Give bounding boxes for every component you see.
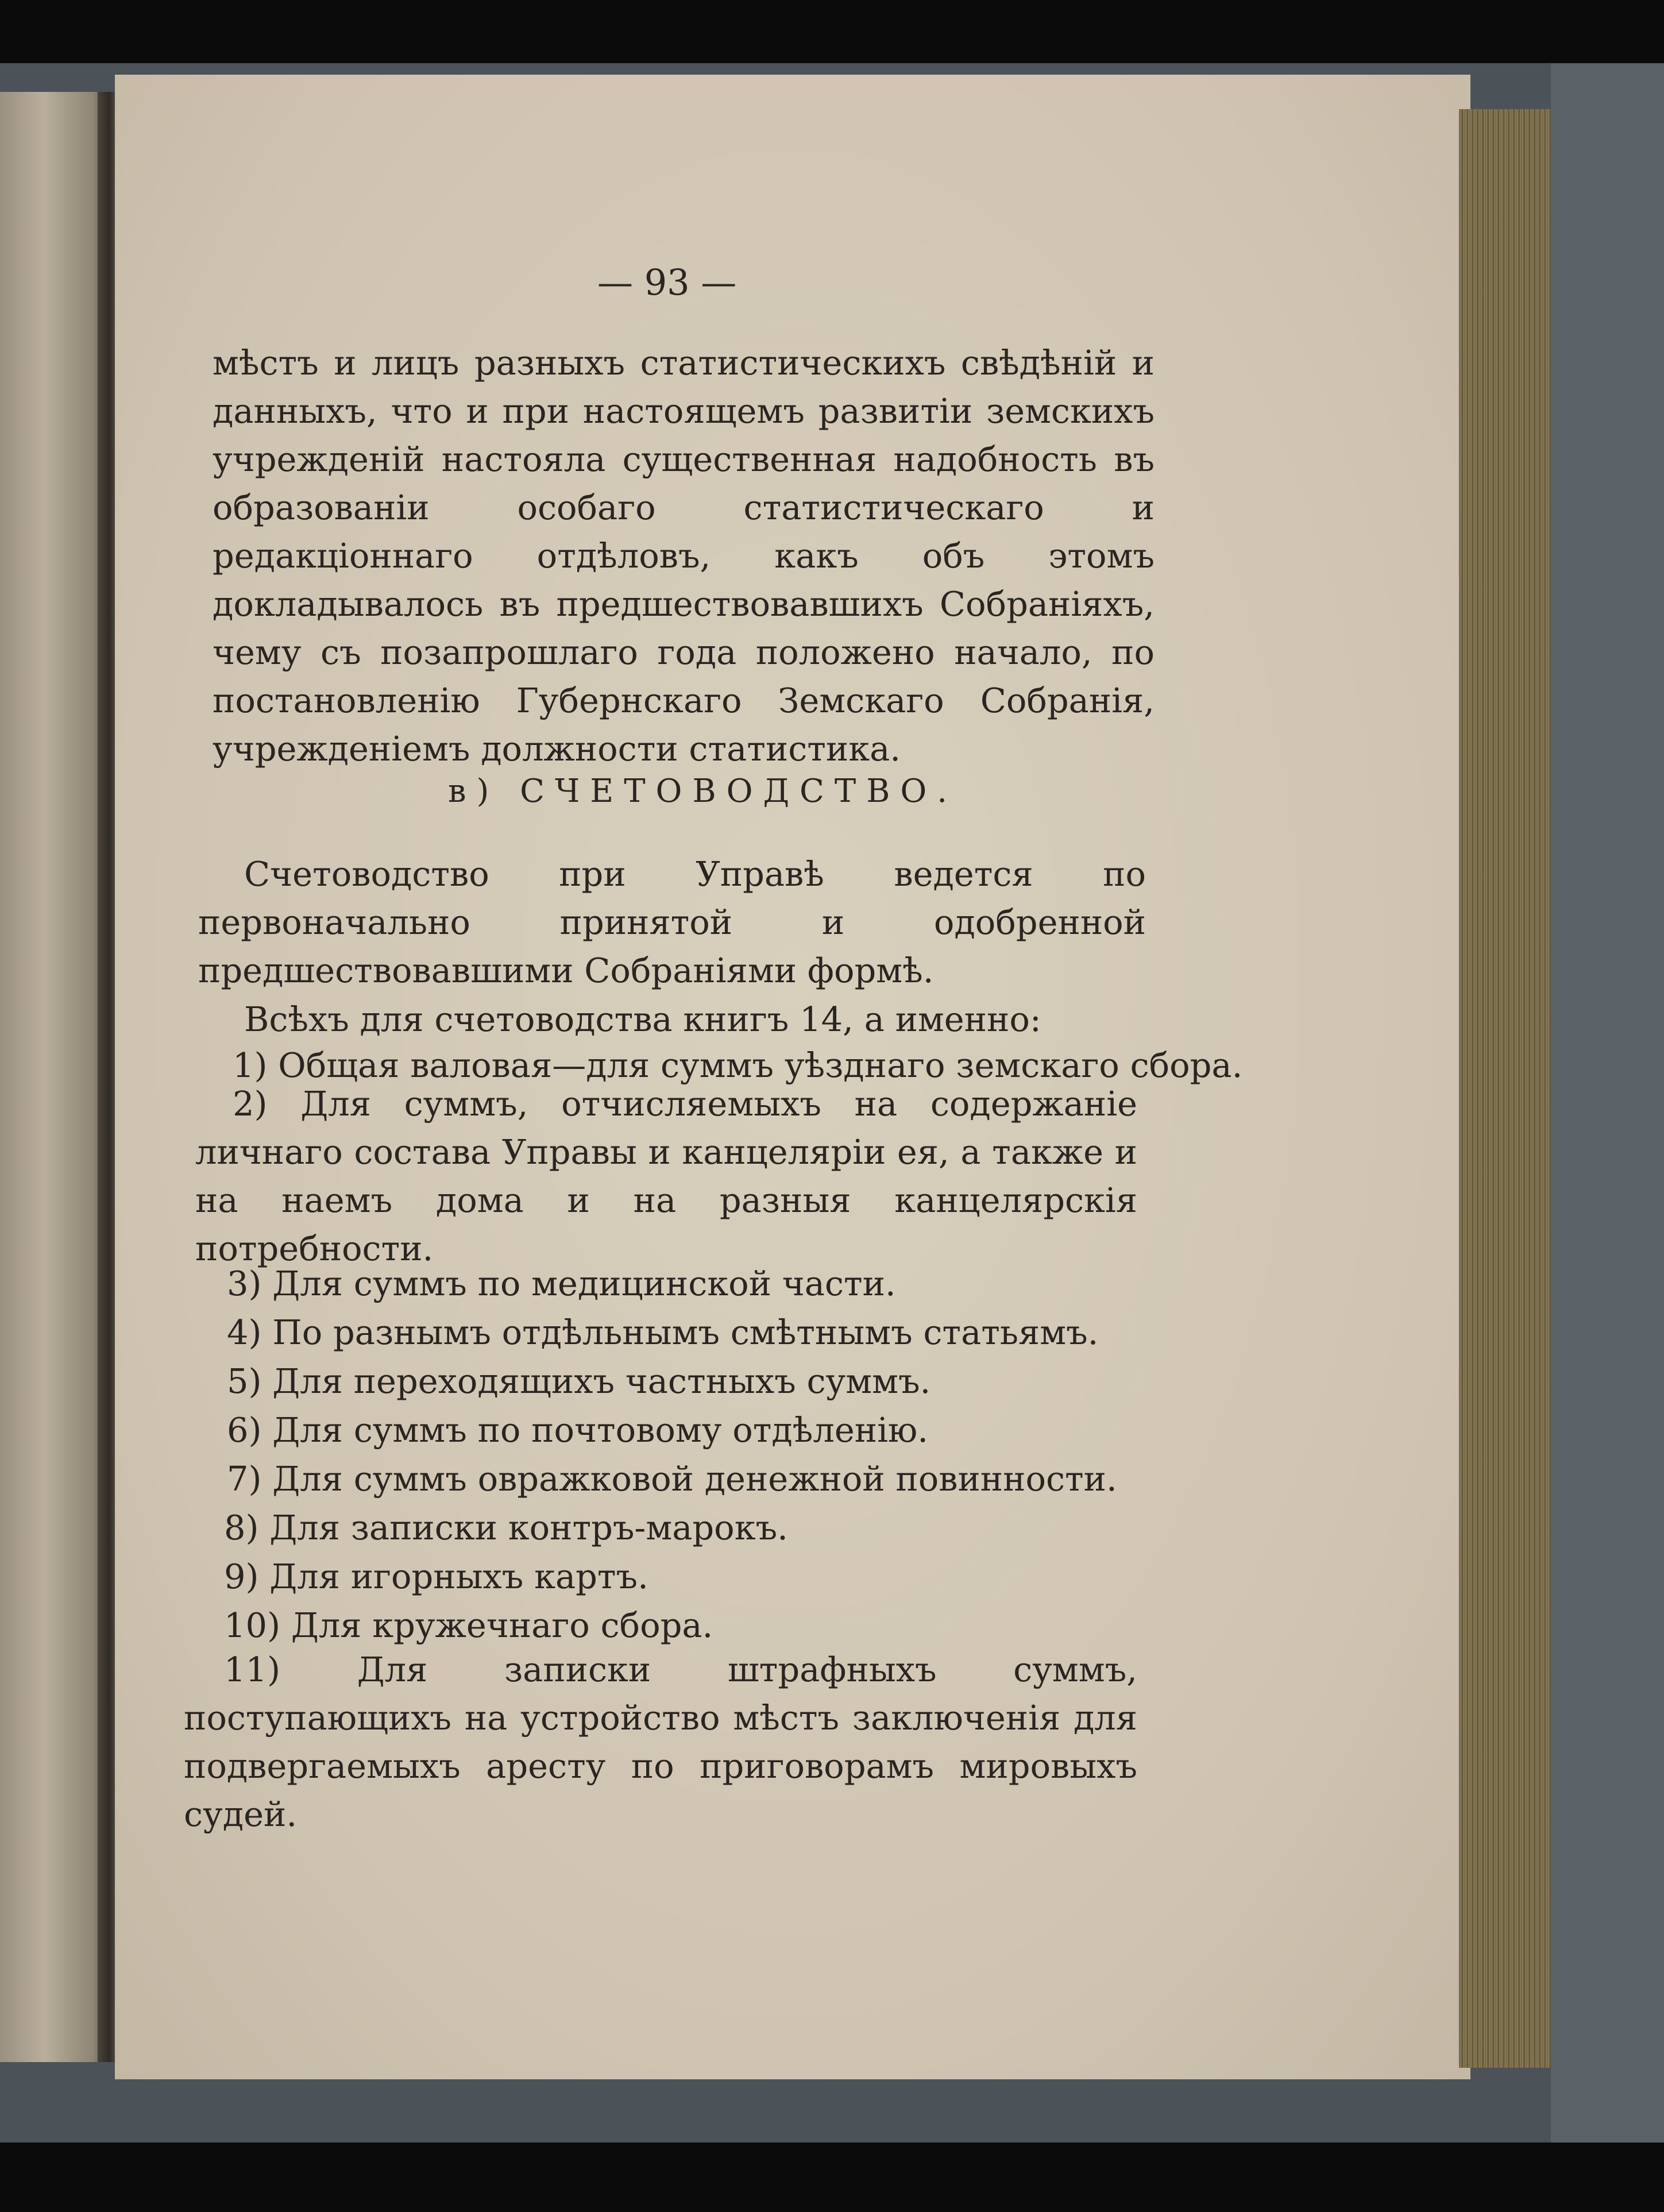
list-item: 1) Общая валовая—для суммъ уѣзднаго земскаго сбора.: [233, 1045, 1243, 1085]
list-item: 6) Для суммъ по почтовому отдѣленію.: [227, 1410, 929, 1450]
page-edges: [1459, 109, 1551, 2068]
list-item: 3) Для суммъ по медицинской части.: [227, 1264, 896, 1303]
paragraph-statistics: мѣстъ и лицъ разныхъ статистическихъ свѣдѣній и данныхъ, что и при настоящемъ развитіи земскихъ учрежденій настояла существенная надобность въ образованіи особаго статистическаго и редакціоннаго отдѣловъ, какъ объ этомъ докладывалось въ предшествовавшихъ Собраніяхъ, чему съ позапрошлаго года положено начало, по постановленію Губернскаго Земскаго Собранія, учрежденіемъ должности статистика.: [213, 343, 1155, 769]
list-item: 4) По разнымъ отдѣльнымъ смѣтнымъ статьямъ.: [227, 1312, 1099, 1352]
list-item: 8) Для записки контръ-марокъ.: [224, 1508, 788, 1547]
page-number: — 93 —: [597, 261, 737, 303]
paragraph-accounting: Счетоводство при Управѣ ведется по первоначально принятой и одобренной предшествовавшими Собраніями формѣ.: [198, 854, 1146, 990]
list-item: 7) Для суммъ овражковой денежной повинности.: [227, 1459, 1117, 1499]
book-cover: [1551, 63, 1664, 2142]
list-item: 2) Для суммъ, отчисляемыхъ на содержаніе личнаго состава Управы и канцеляріи ея, а также и на наемъ дома и на разныя канцелярскія потребности.: [195, 1084, 1137, 1268]
list-item: 10) Для кружечнаго сбора.: [224, 1605, 713, 1645]
left-page-edge: [0, 92, 109, 2062]
books-intro: Всѣхъ для счетоводства книгъ 14, а именно:: [244, 999, 1041, 1039]
list-item: 5) Для переходящихъ частныхъ суммъ.: [227, 1361, 931, 1401]
list-item: 9) Для игорныхъ картъ.: [224, 1557, 648, 1596]
section-heading: в) СЧЕТОВОДСТВО.: [448, 773, 958, 810]
list-item: 11) Для записки штрафныхъ суммъ, поступающихъ на устройство мѣстъ заключенія для подвергаемыхъ аресту по приговорамъ мировыхъ судей.: [184, 1650, 1137, 1834]
